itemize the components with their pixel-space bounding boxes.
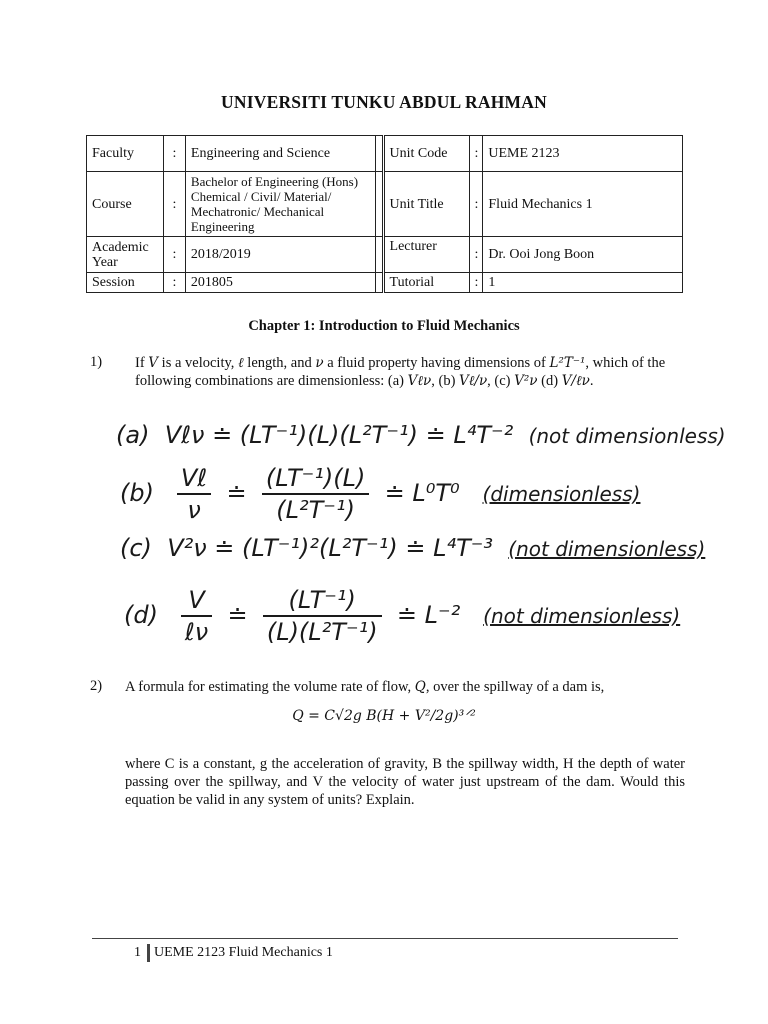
footer: [134, 944, 333, 962]
solution-c: [120, 534, 705, 562]
spillway-formula: Q = C√2g B(H + V²/2g)³ᐟ²: [292, 708, 476, 724]
solution-b: [120, 464, 640, 524]
page-number: 1: [134, 945, 141, 961]
question-2-number: 2): [90, 678, 103, 694]
university-title: UNIVERSITI TUNKU ABDUL RAHMAN: [221, 92, 547, 112]
solution-a-note: (not dimensionless): [528, 424, 726, 448]
solution-d-right-fraction: $\frac{\text{(LT⁻¹)}}{\text{(L)(L²T⁻¹)}}$: [263, 586, 382, 646]
academic-year-label: Academic Year: [87, 237, 164, 273]
unit-title-label: Unit Title: [383, 172, 470, 237]
solution-d-note: (not dimensionless): [483, 604, 681, 628]
chapter-title: Chapter 1: Introduction to Fluid Mechanics: [248, 318, 520, 334]
unit-title-colon: :: [470, 172, 483, 237]
column-gap: [375, 273, 383, 293]
solution-b-equals: ≐: [226, 479, 247, 507]
session-value: 201805: [185, 273, 375, 293]
column-gap: [375, 136, 383, 172]
solution-d-label: (d): [124, 601, 158, 629]
solution-a-expression: Vℓν ≐ (LT⁻¹)(L)(L²T⁻¹) ≐ L⁴T⁻²: [164, 421, 514, 449]
solution-d: [124, 586, 680, 646]
faculty-colon: :: [163, 136, 185, 172]
unit-title-value: Fluid Mechanics 1: [483, 172, 683, 237]
solution-b-right-fraction: $\frac{\text{(LT⁻¹)(L)}}{\text{(L²T⁻¹)}}$: [262, 464, 370, 524]
solution-b-label: (b): [120, 479, 154, 507]
footer-rule: [92, 938, 678, 939]
tutorial-colon: :: [470, 273, 483, 293]
solution-d-left-fraction: $\frac{V}{\text{ℓν}}$: [181, 586, 212, 646]
unit-code-label: Unit Code: [383, 136, 470, 172]
lecturer-value: Dr. Ooi Jong Boon: [483, 237, 683, 273]
academic-year-value: 2018/2019: [185, 237, 375, 273]
session-colon: :: [163, 273, 185, 293]
session-label: Session: [87, 273, 164, 293]
footer-separator: [147, 944, 150, 962]
unit-code-colon: :: [470, 136, 483, 172]
lecturer-colon: :: [470, 237, 483, 273]
course-value: Bachelor of Engineering (Hons) Chemical / Civil/ Material/ Mechatronic/ Mechanical Engineering: [185, 172, 375, 237]
question-2-text: A formula for estimating the volume rate of flow, Q, over the spillway of a dam is,: [125, 679, 605, 695]
solution-d-result: ≐ L⁻²: [396, 601, 461, 629]
lecturer-label: Lecturer: [383, 237, 470, 273]
course-label: Course: [87, 172, 164, 237]
column-gap: [375, 237, 383, 273]
question-1-text: If V is a velocity, ℓ length, and ν a fluid property having dimensions of L²T⁻¹, which of the following combinations are dimensionless: (a) Vℓν, (b) Vℓ/ν, (c) V²ν (d) V/ℓν.: [135, 355, 666, 389]
academic-year-colon: :: [163, 237, 185, 273]
faculty-value: Engineering and Science: [185, 136, 375, 172]
solution-b-note: (dimensionless): [482, 482, 641, 506]
solution-b-left-fraction: $\frac{\text{Vℓ}}{\nu}$: [177, 464, 211, 524]
footer-text: UEME 2123 Fluid Mechanics 1: [154, 945, 333, 961]
course-colon: :: [163, 172, 185, 237]
tutorial-value: 1: [483, 273, 683, 293]
solution-b-result: ≐ L⁰T⁰: [384, 479, 460, 507]
solution-a: [116, 421, 726, 449]
column-gap: [375, 172, 383, 237]
question-2-where-text: where C is a constant, g the acceleration of gravity, B the spillway width, H the depth of water passing over the spillway, and V the velocity of water just upstream of the dam. Would this equation be valid in any system of units? Explain.: [125, 756, 685, 808]
course-info-table: [86, 135, 683, 293]
solution-a-label: (a): [116, 421, 150, 449]
question-1-number: 1): [90, 354, 103, 370]
tutorial-label: Tutorial: [383, 273, 470, 293]
solution-c-expression: V²ν ≐ (LT⁻¹)²(L²T⁻¹) ≐ L⁴T⁻³: [167, 534, 494, 562]
unit-code-value: UEME 2123: [483, 136, 683, 172]
faculty-label: Faculty: [87, 136, 164, 172]
solution-c-label: (c): [120, 534, 152, 562]
solution-d-equals: ≐: [227, 601, 248, 629]
solution-c-note: (not dimensionless): [508, 537, 706, 561]
